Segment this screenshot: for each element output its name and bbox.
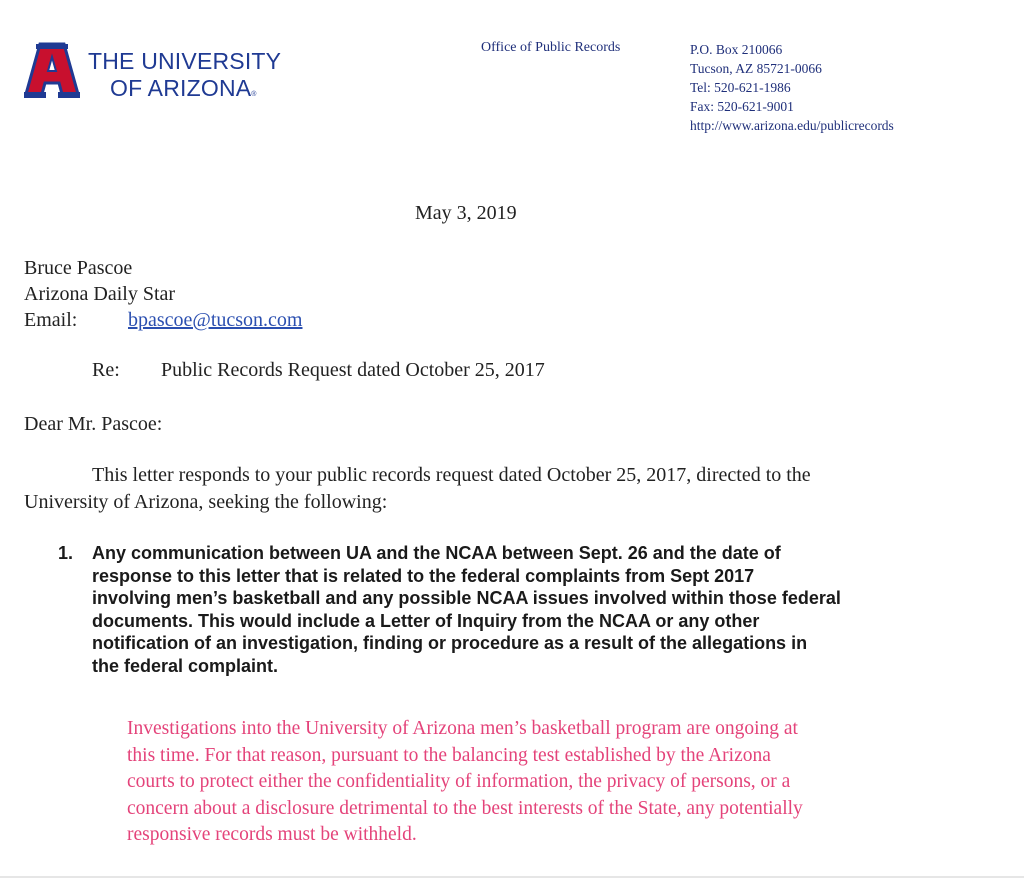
email-label: Email:	[24, 309, 78, 331]
request-item	[58, 542, 958, 677]
response-line: courts to protect either the confidentiality of information, the privacy of persons, or a	[127, 771, 791, 792]
recipient-name: Bruce Pascoe	[24, 257, 133, 279]
contact-po-box: P.O. Box 210066	[690, 42, 783, 57]
request-line: the federal complaint.	[92, 655, 279, 676]
response-line: Investigations into the University of Arizona men’s basketball program are ongoing at	[127, 718, 798, 739]
university-wordmark	[88, 48, 281, 108]
request-line: response to this letter that is related to the federal complaints from Sept 2017	[92, 565, 755, 586]
request-line: involving men’s basketball and any possible NCAA issues involved within those federal	[92, 588, 841, 608]
salutation: Dear Mr. Pascoe:	[24, 413, 163, 435]
contact-fax: Fax: 520-621-9001	[690, 99, 794, 114]
response-line: this time. For that reason, pursuant to the balancing test established by the Arizona	[127, 744, 771, 766]
trademark-symbol: ®	[251, 91, 257, 98]
recipient-email-row	[24, 307, 302, 333]
response-paragraph	[127, 716, 947, 849]
subject-line	[92, 359, 545, 382]
re-subject: Public Records Request dated October 25, 2017	[161, 359, 545, 381]
contact-website[interactable]: http://www.arizona.edu/publicrecords	[690, 118, 894, 133]
response-line: concern about a disclosure detrimental to the best interests of the State, any potentially	[127, 797, 803, 819]
contact-tel: Tel: 520-621-1986	[690, 80, 791, 95]
recipient-address	[24, 255, 302, 333]
recipient-org: Arizona Daily Star	[24, 283, 176, 305]
re-label: Re:	[92, 359, 120, 381]
recipient-email-link[interactable]: bpascoe@tucson.com	[128, 309, 303, 331]
request-line: documents. This would include a Letter of Inquiry from the NCAA or any other	[92, 610, 760, 631]
university-name-line2: OF ARIZONA	[110, 75, 252, 101]
intro-line-1: This letter responds to your public records request dated October 25, 2017, directed to the	[92, 464, 811, 486]
contact-city: Tucson, AZ 85721-0066	[690, 61, 822, 76]
request-line: Any communication between UA and the NCAA between Sept. 26 and the date of	[92, 543, 781, 563]
intro-line-2: University of Arizona, seeking the following:	[24, 491, 388, 513]
response-line: responsive records must be withheld.	[127, 824, 417, 845]
request-number: 1.	[58, 543, 74, 563]
university-name-line1: THE UNIVERSITY	[88, 48, 282, 74]
office-name: Office of Public Records	[481, 40, 621, 55]
page-bottom-edge	[0, 876, 1024, 878]
request-text	[92, 542, 958, 677]
intro-paragraph	[24, 462, 954, 516]
request-line: notification of an investigation, finding or procedure as a result of the allegations in	[92, 633, 808, 653]
university-logo-icon	[24, 42, 80, 100]
contact-block	[690, 40, 894, 135]
letter-date: May 3, 2019	[415, 202, 517, 224]
